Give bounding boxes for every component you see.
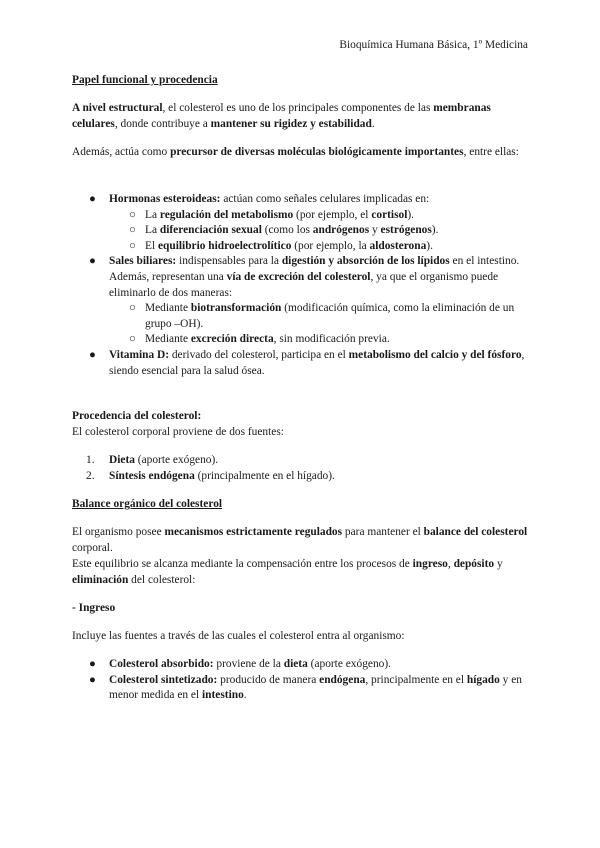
section-title-procedencia: Procedencia del colesterol: (72, 410, 202, 422)
sub-item-biotransformacion: ○ Mediante biotransformación (modificación química, como la eliminación de un grupo –OH). (129, 302, 515, 330)
section-title-balance: Balance orgánico del colesterol (72, 498, 223, 510)
list-item-sintesis: 2. Síntesis endógena (principalmente en el hígado). (72, 469, 528, 485)
paragraph-mecanismos: El organismo posee mecanismos estrictamente regulados para mantener el balance del colesterol corporal. (72, 526, 528, 554)
sales-biliares-continuation: Además, representan una vía de excreción del colesterol, ya que el organismo puede eliminarlo de dos maneras: (109, 270, 499, 299)
list-item-sales-biliares: ● Sales biliares: indispensables para la digestión y absorción de los lípidos en el intestino. (72, 254, 528, 270)
paragraph-estructural: A nivel estructural, el colesterol es uno de los principales componentes de las membranas celulares, donde contribuye a mantener su rigidez y estabilidad. (72, 102, 491, 130)
bullet-icon: ● (89, 255, 96, 268)
circle-bullet-icon: ○ (129, 208, 136, 221)
list-ingreso (72, 657, 528, 704)
subsection-ingreso: - Ingreso (72, 602, 116, 614)
list-item-sintetizado: ● Colesterol sintetizado: producido de manera endógena, principalmente en el hígado y en menor medida en el intestino. (89, 673, 522, 702)
ingreso-intro: Incluye las fuentes a través de las cuales el colesterol entra al organismo: (72, 630, 405, 642)
bullet-icon: ● (89, 193, 96, 205)
circle-bullet-icon: ○ (129, 239, 136, 252)
section-title-papel: Papel funcional y procedencia (72, 74, 218, 86)
paragraph-equilibrio: Este equilibrio se alcanza mediante la compensación entre los procesos de ingreso, depósito y eliminación del colesterol: (72, 558, 503, 586)
list-number: 2. (86, 469, 95, 482)
circle-bullet-icon: ○ (129, 333, 136, 346)
circle-bullet-icon: ○ (129, 302, 136, 315)
paragraph-precursor: Además, actúa como precursor de diversas moléculas biológicamente importantes, entre ellas: (72, 146, 519, 158)
list-item-absorbido: ● Colesterol absorbido: proviene de la dieta (aporte exógeno). (72, 657, 528, 673)
page-header: Bioquímica Humana Básica, 1º Medicina (339, 39, 528, 51)
bullet-icon: ● (89, 348, 96, 361)
sub-item-metabolismo: ○ La regulación del metabolismo (por ejemplo, el cortisol). (72, 208, 528, 224)
list-item-vitamina-d: ● Vitamina D: derivado del colesterol, participa en el metabolismo del calcio y del fósforo, siendo esencial para la salud ósea. (89, 348, 525, 377)
list-fuentes (72, 453, 528, 484)
sub-item-sexual: ○ La diferenciación sexual (como los andrógenos y estrógenos). (72, 223, 528, 239)
list-number: 1. (86, 454, 95, 466)
circle-bullet-icon: ○ (129, 224, 136, 237)
bullet-icon: ● (89, 658, 96, 670)
sub-item-excrecion-directa: ○ Mediante excreción directa, sin modificación previa. (72, 332, 528, 348)
list-item-dieta: 1. Dieta (aporte exógeno). (72, 453, 528, 469)
list-precursores (72, 192, 528, 379)
list-item-hormonas: ● Hormonas esteroideas: actúan como señales celulares implicadas en: (72, 192, 528, 208)
sub-item-hidroelectrolitico: ○ El equilibrio hidroelectrolítico (por ejemplo, la aldosterona). (72, 239, 528, 255)
procedencia-intro: El colesterol corporal proviene de dos fuentes: (72, 426, 284, 438)
bullet-icon: ● (89, 673, 96, 686)
